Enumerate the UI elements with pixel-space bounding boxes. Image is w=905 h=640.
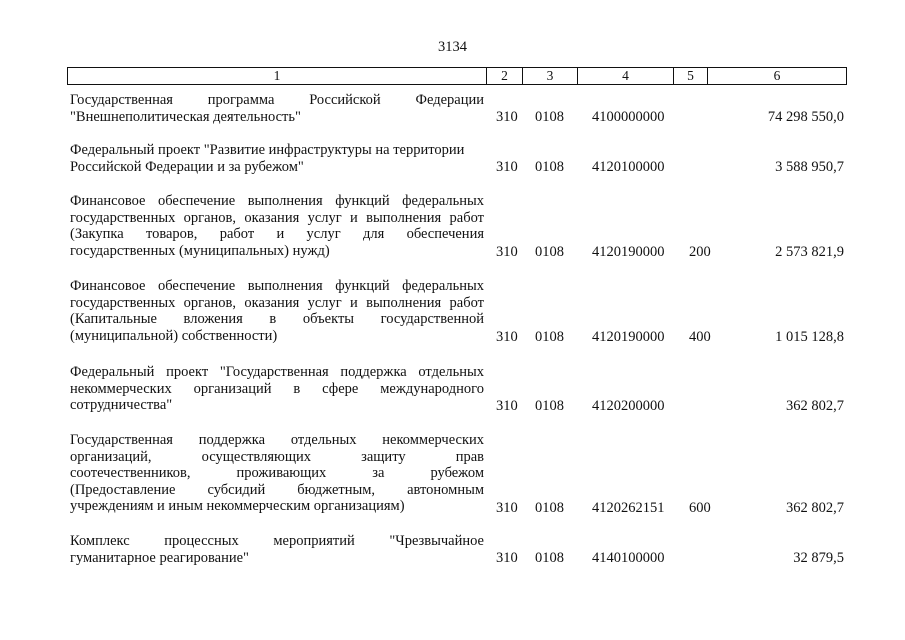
col6-value: 32 879,5 — [793, 550, 844, 566]
col5-value: 200 — [689, 244, 711, 260]
description-line: государственных органов, оказания услуг и выполнения работ — [70, 294, 484, 311]
column-header-1: 1 — [68, 68, 487, 85]
description-line: соотечественников, проживающих за рубежом — [70, 465, 484, 481]
page-number: 3134 — [438, 39, 467, 55]
description-line: Федеральный проект "Государственная поддержка отдельных — [70, 364, 484, 380]
row-description — [70, 432, 484, 515]
description-line: "Внешнеполитическая деятельность" — [70, 108, 301, 125]
col6-value: 2 573 821,9 — [775, 244, 844, 260]
col6-value: 1 015 128,8 — [775, 329, 844, 345]
col5-value: 600 — [689, 500, 711, 516]
col4-value: 4120190000 — [592, 329, 665, 345]
col3-value: 0108 — [535, 329, 564, 345]
description-line: сотрудничества" — [70, 397, 173, 413]
row-description — [70, 278, 484, 344]
col4-value: 4140100000 — [592, 550, 665, 566]
description-line: Финансовое обеспечение выполнения функций федеральных — [70, 278, 484, 294]
col2-value: 310 — [496, 500, 518, 516]
description-line: Федеральный проект "Развитие инфраструктуры на территории — [70, 142, 465, 158]
description-line: гуманитарное реагирование" — [70, 549, 249, 566]
description-line: Государственная программа Российской Федерации — [70, 92, 484, 108]
row-description — [70, 533, 484, 566]
col4-value: 4120190000 — [592, 244, 665, 260]
col6-value: 362 802,7 — [786, 398, 844, 414]
col6-value: 362 802,7 — [786, 500, 844, 516]
description-line: государственных органов, оказания услуг и выполнения работ — [70, 209, 484, 226]
col2-value: 310 — [496, 550, 518, 566]
column-header-2: 2 — [487, 68, 523, 85]
description-line: Российской Федерации и за рубежом" — [70, 158, 304, 175]
description-line: Государственная поддержка отдельных некоммерческих — [70, 432, 484, 448]
row-description — [70, 92, 484, 125]
description-line: государственных (муниципальных) нужд) — [70, 242, 330, 259]
description-line: учреждениям и иным некоммерческим организациям) — [70, 498, 405, 514]
col5-value: 400 — [689, 329, 711, 345]
description-line: (муниципальной) собственности) — [70, 327, 278, 344]
row-description — [70, 364, 484, 414]
column-header-table — [67, 67, 847, 85]
col4-value: 4120200000 — [592, 398, 665, 414]
col6-value: 3 588 950,7 — [775, 159, 844, 175]
row-description — [70, 142, 484, 175]
col2-value: 310 — [496, 159, 518, 175]
column-header-4: 4 — [578, 68, 674, 85]
col3-value: 0108 — [535, 109, 564, 125]
col4-value: 4120262151 — [592, 500, 665, 516]
col4-value: 4100000000 — [592, 109, 665, 125]
col3-value: 0108 — [535, 398, 564, 414]
col2-value: 310 — [496, 329, 518, 345]
column-header-6: 6 — [708, 68, 847, 85]
col2-value: 310 — [496, 109, 518, 125]
col3-value: 0108 — [535, 550, 564, 566]
col2-value: 310 — [496, 398, 518, 414]
col3-value: 0108 — [535, 159, 564, 175]
description-line: некоммерческих организаций в сфере международного — [70, 380, 484, 397]
description-line: (Предоставление субсидий бюджетным, автономным — [70, 481, 484, 498]
col6-value: 74 298 550,0 — [767, 109, 844, 125]
col3-value: 0108 — [535, 500, 564, 516]
col3-value: 0108 — [535, 244, 564, 260]
col2-value: 310 — [496, 244, 518, 260]
col4-value: 4120100000 — [592, 159, 665, 175]
description-line: Комплекс процессных мероприятий "Чрезвычайное — [70, 533, 484, 549]
column-header-3: 3 — [523, 68, 578, 85]
description-line: Финансовое обеспечение выполнения функций федеральных — [70, 193, 484, 209]
column-header-5: 5 — [674, 68, 708, 85]
row-description — [70, 193, 484, 259]
description-line: организаций, осуществляющих защиту прав — [70, 448, 484, 465]
description-line: (Капитальные вложения в объекты государственной — [70, 311, 484, 327]
description-line: (Закупка товаров, работ и услуг для обеспечения — [70, 226, 484, 242]
